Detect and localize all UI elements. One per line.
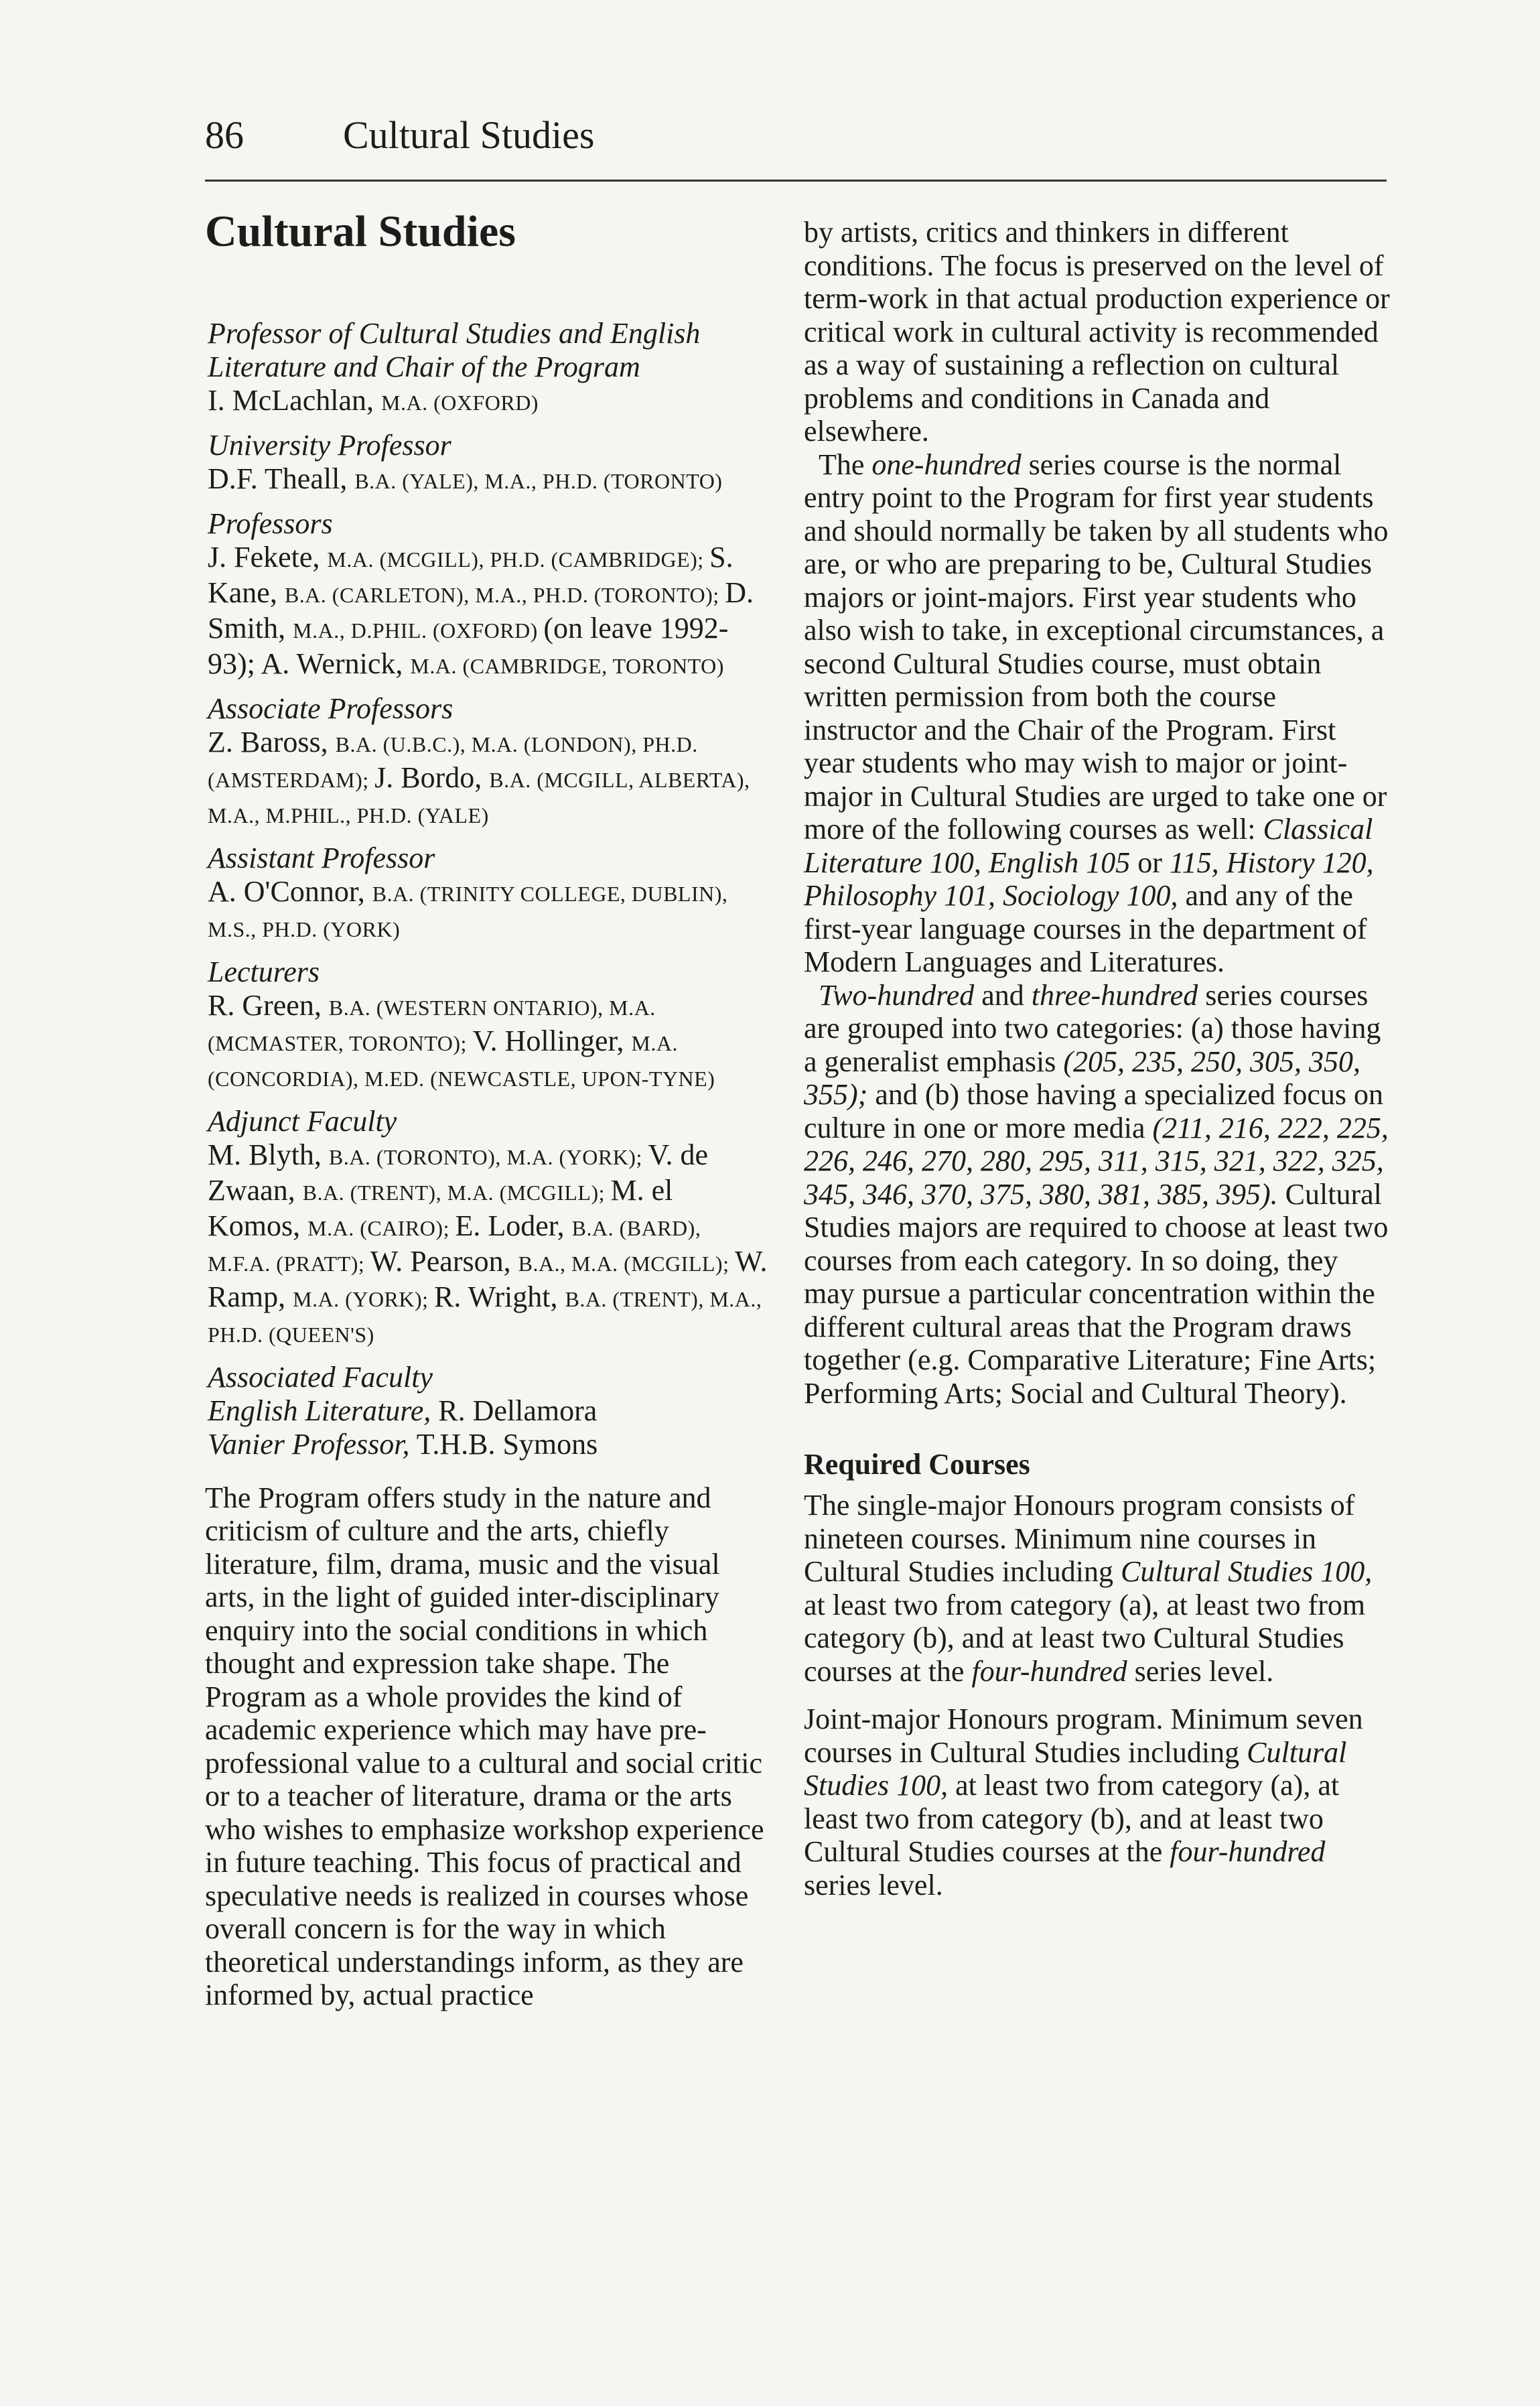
text-run: and (b) those having a specialized focus on culture in one or more media bbox=[804, 1078, 1384, 1144]
faculty-degrees: B.A. (YALE), M.A., PH.D. (TORONTO) bbox=[354, 468, 723, 493]
faculty-name: (on leave 1992-93); A. Wernick, bbox=[208, 611, 729, 680]
faculty-degrees: B.A. (TRENT), M.A. (MCGILL); bbox=[302, 1180, 611, 1205]
italic-run: four-hundred bbox=[971, 1654, 1127, 1688]
faculty-degrees: B.A. (BARD), M.F.A. (PRATT); bbox=[208, 1215, 701, 1276]
italic-run: Classical Literature 100, English 105 bbox=[804, 813, 1373, 879]
italic-run: Cultural Studies 100, bbox=[804, 1735, 1347, 1802]
italic-run: Cultural Studies 100, bbox=[1120, 1555, 1373, 1589]
faculty-name: D. Smith, bbox=[208, 576, 754, 645]
faculty-name: J. Fekete, bbox=[208, 540, 328, 574]
text-run: series level. bbox=[1127, 1654, 1274, 1688]
faculty-name: Z. Baross, bbox=[208, 725, 336, 758]
faculty-names bbox=[208, 462, 768, 498]
page-header bbox=[205, 113, 1387, 182]
associated-faculty bbox=[208, 1361, 768, 1461]
associated-name-1: R. Dellamora bbox=[431, 1394, 598, 1427]
faculty-degrees: M.A. (OXFORD) bbox=[381, 390, 539, 415]
faculty-degrees: B.A. (TRENT), M.A., PH.D. (QUEEN'S) bbox=[208, 1286, 762, 1347]
text-run: at least two from category (a), at least two from category (b), and at least two Cultural Studies courses at the bbox=[804, 1588, 1366, 1688]
associated-title-2: Vanier Professor, bbox=[208, 1427, 410, 1461]
left-column bbox=[205, 208, 768, 2012]
text-run: The bbox=[819, 448, 872, 481]
text-run: series level. bbox=[804, 1868, 943, 1901]
faculty-name: W. Pearson, bbox=[370, 1244, 518, 1278]
italic-run: (211, 216, 222, 225, 226, 246, 270, 280, 295, 311, 315, 321, 322, 325, 345, 346, 370, 375, 380, 381, 385, 395). bbox=[804, 1111, 1389, 1211]
faculty-degrees: B.A. (TRINITY COLLEGE, DUBLIN), M.S., PH.D. (YORK) bbox=[208, 881, 728, 941]
faculty-name: V. Hollinger, bbox=[472, 1024, 632, 1057]
italic-run: (205, 235, 250, 305, 350, 355); bbox=[804, 1045, 1360, 1111]
faculty-name: M. Blyth, bbox=[208, 1138, 329, 1171]
faculty-degrees: M.A., D.PHIL. (OXFORD) bbox=[293, 618, 544, 643]
text-run: or bbox=[1130, 846, 1170, 879]
right-column bbox=[804, 216, 1393, 1901]
faculty-name: R. Wright, bbox=[434, 1280, 565, 1313]
associated-line-1 bbox=[208, 1394, 768, 1428]
faculty-list bbox=[205, 317, 768, 1351]
text-run: series course is the normal entry point to the Program for first year students and should normally be taken by all students who are, or who are preparing to be, Cultural Studies majors or joint-majors. First year students who also wish to take, in exceptional circumstances, a second Cultural Studies course, must obtain written permission from both the course instructor and the Chair of the Program. First year students who may wish to major or joint-major in Cultural Studies are urged to take one or more of the following courses as well: bbox=[804, 448, 1389, 846]
paragraph-single-major bbox=[804, 1489, 1393, 1688]
paragraph-joint-major bbox=[804, 1702, 1393, 1901]
faculty-group bbox=[208, 317, 768, 419]
text-run: series courses are grouped into two categories: (a) those having a generalist emphasis bbox=[804, 978, 1381, 1078]
faculty-role: Assistant Professor bbox=[208, 841, 435, 874]
text-run: at least two from category (a), at least two from category (b), and at least two Cultural Studies courses at the bbox=[804, 1769, 1340, 1869]
faculty-group bbox=[208, 429, 768, 498]
faculty-names bbox=[208, 384, 768, 419]
faculty-degrees: M.A. (CAIRO); bbox=[307, 1215, 456, 1240]
faculty-name: R. Green, bbox=[208, 988, 329, 1022]
paragraph-continuation: by artists, critics and thinkers in different conditions. The focus is preserved on the level of term-work in that actual production experience or critical work in cultural activity is recommended as a way of sustaining a reflection on cultural problems and conditions in Canada and elsewhere. bbox=[804, 216, 1390, 448]
faculty-names bbox=[208, 726, 768, 832]
faculty-degrees: M.A. (YORK); bbox=[293, 1286, 435, 1311]
faculty-role: Associate Professors bbox=[208, 691, 453, 725]
italic-run: Two-hundred bbox=[819, 978, 975, 1012]
associated-line-2 bbox=[208, 1428, 768, 1461]
paragraph-categories bbox=[804, 979, 1393, 1410]
text-run: Cultural Studies majors are required to choose at least two courses from each category. In so doing, they may pursue a particular concentration within the different cultural areas that the Program draws together (e.g. Comparative Literature; Fine Arts; Performing Arts; Social and Cultural Theory). bbox=[804, 1177, 1389, 1410]
italic-run: three-hundred bbox=[1031, 978, 1198, 1012]
faculty-name: W. Ramp, bbox=[208, 1244, 768, 1313]
faculty-degrees: M.A. (CONCORDIA), M.ED. (NEWCASTLE, UPON-TYNE) bbox=[208, 1030, 715, 1091]
faculty-name: A. O'Connor, bbox=[208, 874, 372, 908]
faculty-group bbox=[208, 955, 768, 1095]
text-run: and any of the first-year language courses in the department of Modern Languages and Literatures. bbox=[804, 879, 1367, 978]
faculty-name: M. el Komos, bbox=[208, 1173, 673, 1242]
program-intro: The Program offers study in the nature and criticism of culture and the arts, chiefly literature, film, drama, music and the visual arts, in the light of guided inter-disciplinary enquiry into the social conditions in which thought and expression take shape. The Program as a whole provides the kind of academic experience which may have pre-professional value to a cultural and social critic or to a teacher of literature, drama or the arts who wishes to emphasize workshop experience in future teaching. This focus of practical and speculative needs is realized in courses whose overall concern is for the way in which theoretical understandings inform, as they are informed by, actual practice bbox=[205, 1481, 764, 2012]
faculty-name: J. Bordo, bbox=[374, 760, 490, 794]
text-run: Joint-major Honours program. Minimum seven courses in Cultural Studies including bbox=[804, 1702, 1363, 1769]
faculty-names bbox=[208, 1138, 768, 1351]
faculty-degrees: M.A. (MCGILL), PH.D. (CAMBRIDGE); bbox=[327, 547, 710, 572]
required-courses-heading: Required Courses bbox=[804, 1448, 1030, 1481]
page-number: 86 bbox=[205, 113, 244, 157]
faculty-role: Professors bbox=[208, 507, 333, 540]
faculty-degrees: B.A. (TORONTO), M.A. (YORK); bbox=[328, 1144, 648, 1169]
faculty-role: Adjunct Faculty bbox=[208, 1104, 397, 1138]
section-title: Cultural Studies bbox=[205, 207, 516, 256]
faculty-group bbox=[208, 507, 768, 683]
faculty-role: Professor of Cultural Studies and English Literature and Chair of the Program bbox=[208, 316, 701, 383]
faculty-group bbox=[208, 1105, 768, 1351]
faculty-names bbox=[208, 875, 768, 946]
faculty-degrees: M.A. (CAMBRIDGE, TORONTO) bbox=[410, 653, 724, 678]
faculty-name: E. Loder, bbox=[455, 1209, 572, 1242]
faculty-role: Lecturers bbox=[208, 955, 320, 988]
associated-title-1: English Literature, bbox=[208, 1394, 431, 1427]
faculty-group bbox=[208, 842, 768, 946]
faculty-names bbox=[208, 541, 768, 683]
faculty-degrees: B.A. (WESTERN ONTARIO), M.A. (MCMASTER, TORONTO); bbox=[208, 995, 656, 1055]
associated-name-2: T.H.B. Symons bbox=[409, 1427, 598, 1461]
faculty-group bbox=[208, 692, 768, 832]
paragraph-one-hundred bbox=[804, 448, 1393, 979]
italic-run: four-hundred bbox=[1170, 1835, 1326, 1869]
associated-role: Associated Faculty bbox=[208, 1360, 433, 1394]
text-run: The single-major Honours program consists of nineteen courses. Minimum nine courses in Cultural Studies including bbox=[804, 1489, 1355, 1589]
text-run: and bbox=[974, 978, 1032, 1012]
faculty-name: D.F. Theall, bbox=[208, 462, 355, 495]
italic-run: one-hundred bbox=[871, 448, 1022, 481]
italic-run: 115, History 120, Philosophy 101, Sociology 100, bbox=[804, 846, 1374, 912]
faculty-degrees: B.A. (U.B.C.), M.A. (LONDON), PH.D. (AMSTERDAM); bbox=[208, 732, 698, 792]
faculty-role: University Professor bbox=[208, 428, 451, 462]
faculty-degrees: B.A. (MCGILL, ALBERTA), M.A., M.PHIL., PH.D. (YALE) bbox=[208, 767, 750, 827]
faculty-names bbox=[208, 989, 768, 1095]
faculty-name: V. de Zwaan, bbox=[208, 1138, 708, 1207]
running-head: Cultural Studies bbox=[343, 113, 595, 157]
faculty-degrees: B.A. (CARLETON), M.A., PH.D. (TORONTO); bbox=[284, 582, 725, 607]
faculty-name: I. McLachlan, bbox=[208, 383, 381, 417]
faculty-degrees: B.A., M.A. (MCGILL); bbox=[518, 1251, 735, 1276]
faculty-name: S. Kane, bbox=[208, 540, 733, 609]
